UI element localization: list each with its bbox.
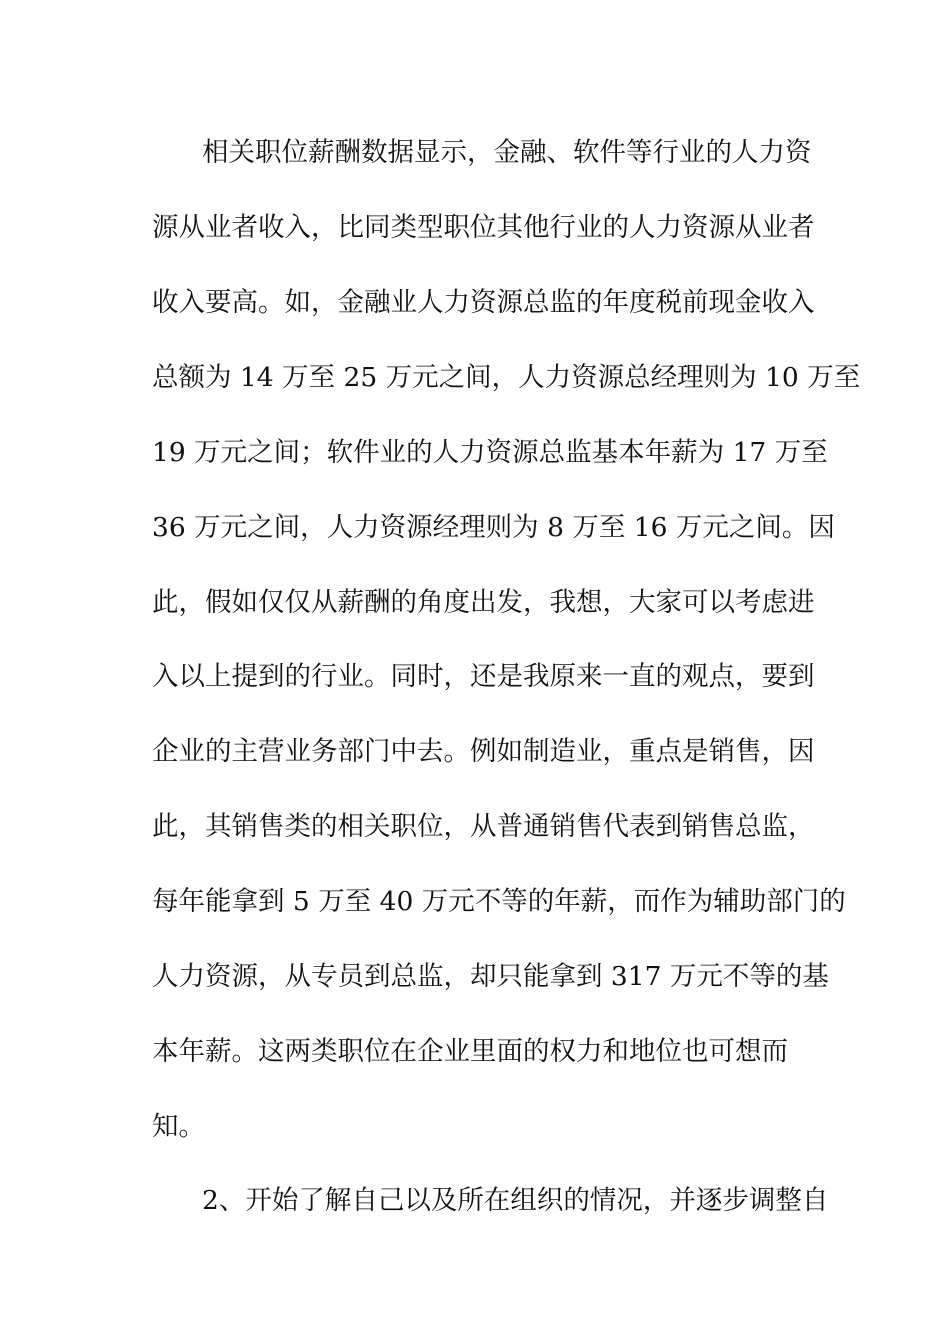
text-line: 企业的主营业务部门中去。例如制造业，重点是销售，因 (152, 736, 815, 767)
text-line: 总额为 14 万至 25 万元之间，人力资源总经理则为 10 万至 (152, 362, 861, 393)
text-line: 知。 (152, 1111, 205, 1142)
text-line: 相关职位薪酬数据显示，金融、软件等行业的人力资 (202, 137, 812, 168)
text-line: 此，其销售类的相关职位，从普通销售代表到销售总监， (152, 811, 815, 842)
text-line: 36 万元之间，人力资源经理则为 8 万至 16 万元之间。因 (152, 512, 835, 543)
text-line: 此，假如仅仅从薪酬的角度出发，我想，大家可以考虑进 (152, 587, 815, 618)
text-line: 2、开始了解自己以及所在组织的情况，并逐步调整自 (202, 1185, 829, 1216)
text-line: 入以上提到的行业。同时，还是我原来一直的观点，要到 (152, 661, 815, 692)
text-line: 源从业者收入，比同类型职位其他行业的人力资源从业者 (152, 212, 815, 243)
text-line: 19 万元之间；软件业的人力资源总监基本年薪为 17 万至 (152, 437, 828, 468)
text-line: 人力资源，从专员到总监，却只能拿到 317 万元不等的基 (152, 961, 829, 992)
text-line: 本年薪。这两类职位在企业里面的权力和地位也可想而 (152, 1036, 788, 1067)
text-line: 每年能拿到 5 万至 40 万元不等的年薪，而作为辅助部门的 (152, 886, 846, 917)
text-line: 收入要高。如，金融业人力资源总监的年度税前现金收入 (152, 287, 815, 318)
